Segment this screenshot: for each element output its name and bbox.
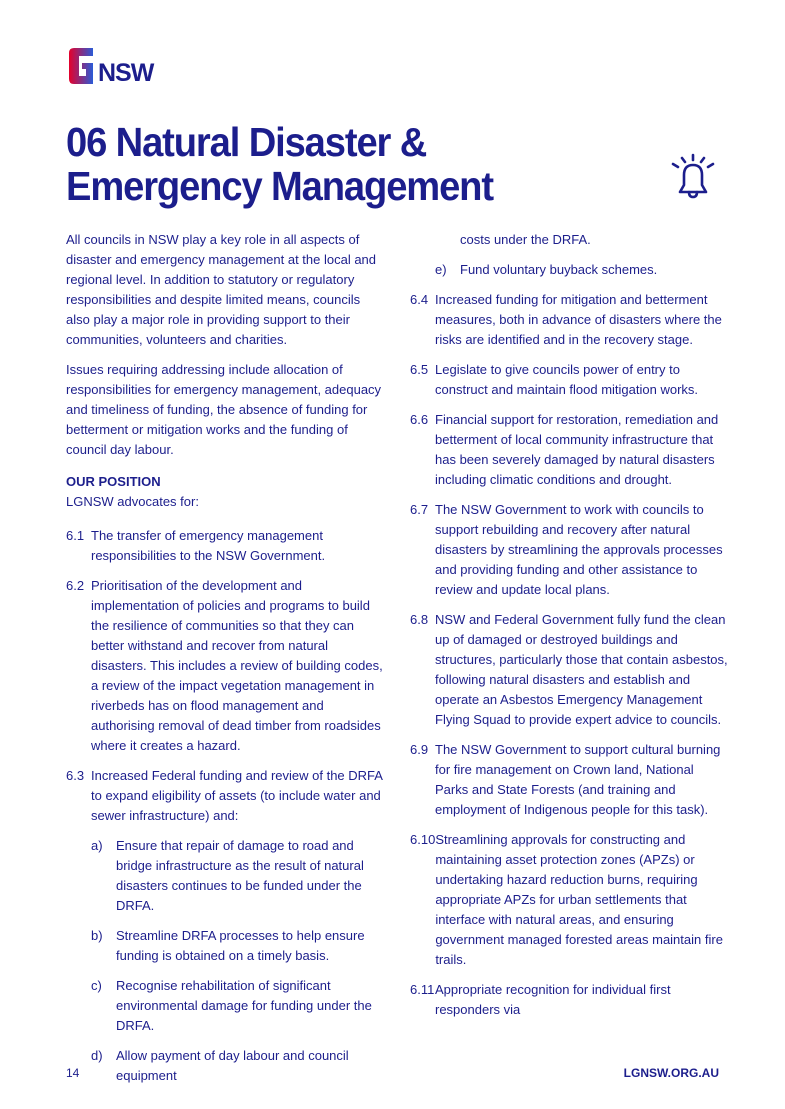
item-text: The NSW Government to work with councils to support rebuilding and recovery after natural disasters by streamlining the approvals processes and providing funding and other assistance to review and update local plans. <box>435 502 723 597</box>
lgnsw-logo <box>66 44 156 88</box>
list-item <box>410 740 728 820</box>
list-item <box>66 576 384 756</box>
sub-item-letter: e) <box>435 262 447 277</box>
item-text: Legislate to give councils power of entry to construct and maintain flood mitigation works. <box>435 362 699 397</box>
right-column <box>410 230 728 1030</box>
item-text: Financial support for restoration, remediation and betterment of local community infrastructure that has been severely damaged by natural disasters including climatic conditions and drought. <box>435 412 719 487</box>
item-number: 6.8 <box>410 612 429 627</box>
sub-list-item <box>410 260 728 280</box>
sub-list-item <box>66 836 384 916</box>
sub-item-text: Streamline DRFA processes to help ensure funding is obtained on a timely basis. <box>116 928 365 963</box>
item-text: Increased funding for mitigation and betterment measures, both in advance of disasters where the risks are identified and in the recovery stage. <box>435 292 722 347</box>
item-number: 6.9 <box>410 742 429 757</box>
sub-item-letter: d) <box>91 1048 103 1063</box>
item-number: 6.7 <box>410 502 429 517</box>
list-item <box>410 360 728 400</box>
sub-item-text: Recognise rehabilitation of significant environmental damage for funding under the DRFA. <box>116 978 372 1033</box>
sub-list-item <box>66 926 384 966</box>
item-number: 6.4 <box>410 292 429 307</box>
left-column <box>66 230 384 1096</box>
advocates-text: LGNSW advocates for: <box>66 494 199 509</box>
list-item <box>410 830 728 970</box>
sub-list-item <box>66 976 384 1036</box>
bell-icon <box>660 152 726 204</box>
sub-item-text: Allow payment of day labour and council equipment <box>116 1048 349 1083</box>
logo-g-mark <box>66 44 96 88</box>
page-title <box>66 120 493 208</box>
item-number: 6.1 <box>66 528 85 543</box>
sub-list-item <box>66 1046 384 1086</box>
sub-item-letter: b) <box>91 928 103 943</box>
item-text: Prioritisation of the development and implementation of policies and programs to build the resilience of communities so that they can better withstand and recover from natural disasters. This includes a review of building codes, a review of the impact vegetation management in riverbeds has on flood management and authorising removal of dead timber from roadsides where it creates a hazard. <box>91 578 383 753</box>
item-text: Appropriate recognition for individual first responders via <box>435 982 671 1017</box>
item-text: The NSW Government to support cultural burning for fire management on Crown land, National Parks and State Forests (and training and employment of Indigenous people for this task). <box>435 742 721 817</box>
list-item <box>410 290 728 350</box>
item-number: 6.6 <box>410 412 429 427</box>
logo-text: NSW <box>98 59 154 87</box>
intro-paragraph-1: All councils in NSW play a key role in all aspects of disaster and emergency management at the local and regional level. In addition to statutory or regulatory responsibilities and despite limited means, councils also play a major role in providing support to their communities, volunteers and charities. <box>66 232 377 347</box>
sub-item-letter: c) <box>91 978 102 993</box>
sub-item-text: Ensure that repair of damage to road and bridge infrastructure as the result of natural disasters continues to be funded under the DRFA. <box>116 838 364 913</box>
list-item <box>66 526 384 566</box>
item-text: The transfer of emergency management responsibilities to the NSW Government. <box>91 528 326 563</box>
sub-item-continuation: costs under the DRFA. <box>460 232 591 247</box>
page-title-line-2: Emergency Management <box>66 163 493 209</box>
item-number: 6.10 <box>410 832 436 847</box>
sub-item-letter: a) <box>91 838 103 853</box>
list-item <box>66 766 384 826</box>
item-number: 6.5 <box>410 362 429 377</box>
item-text: Streamlining approvals for constructing and maintaining asset protection zones (APZs) or undertaking hazard reduction burns, requiring appropriate APZs for urban settlements that interface with natural areas, and ensuring government managed forested areas maintain fire trails. <box>435 832 723 967</box>
sub-item-text: Fund voluntary buyback schemes. <box>460 262 658 277</box>
page-title-line-1: 06 Natural Disaster & <box>66 119 427 165</box>
list-item <box>410 500 728 600</box>
item-number: 6.11 <box>410 982 435 997</box>
item-number: 6.3 <box>66 768 85 783</box>
item-number: 6.2 <box>66 578 85 593</box>
footer-url[interactable]: LGNSW.ORG.AU <box>623 1066 719 1080</box>
list-item <box>410 610 728 730</box>
item-text: Increased Federal funding and review of the DRFA to expand eligibility of assets (to include water and sewer infrastructure) and: <box>91 768 383 823</box>
intro-paragraph-2: Issues requiring addressing include allocation of responsibilities for emergency management, adequacy and timeliness of funding, the absence of funding for betterment or mitigation works and the funding of council day labour. <box>66 362 382 457</box>
list-item <box>410 410 728 490</box>
list-item <box>410 980 728 1020</box>
page-number: 14 <box>66 1066 80 1080</box>
item-text: NSW and Federal Government fully fund the clean up of damaged or destroyed buildings and structures, particularly those that contain asbestos, following natural disasters and establish and operate an Asbestos Emergency Management Flying Squad to provide expert advice to councils. <box>435 612 728 727</box>
position-heading: OUR POSITION <box>66 474 161 489</box>
